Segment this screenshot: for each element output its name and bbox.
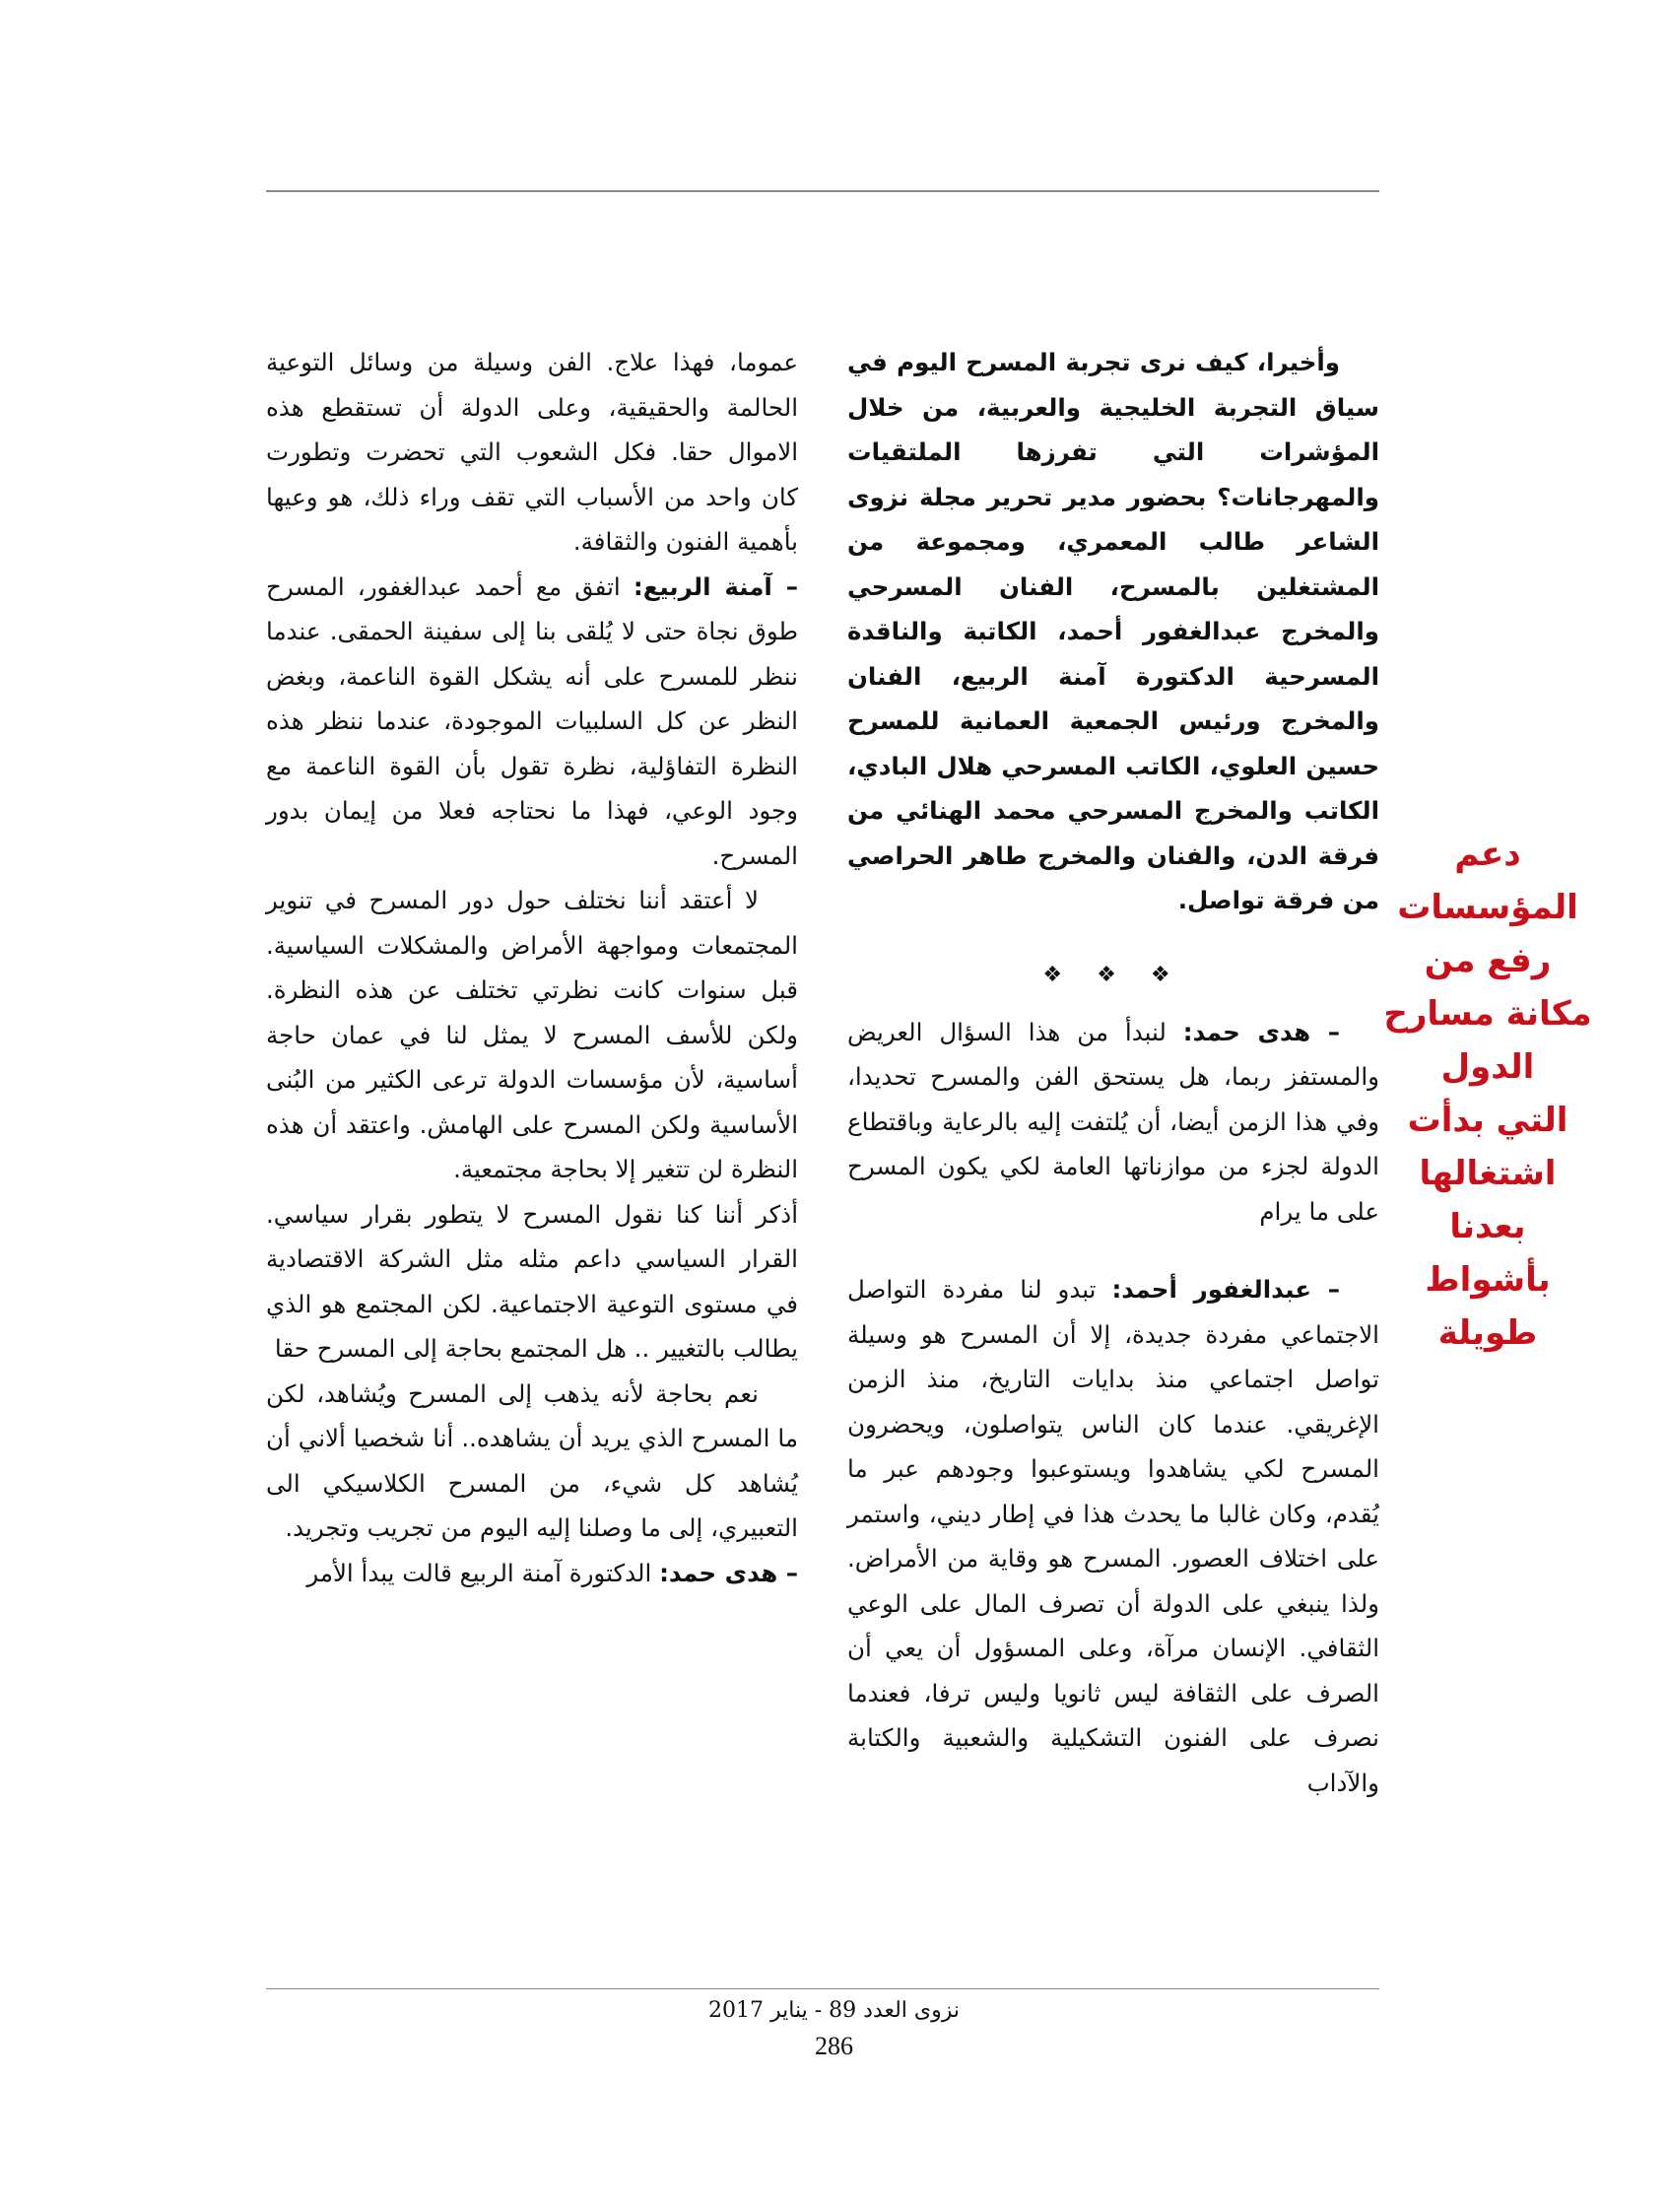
pull-quote-line: التي بدأت	[1407, 1101, 1568, 1140]
intro-block	[847, 340, 1379, 923]
pull-quote-line: دعم	[1454, 835, 1521, 874]
dialogue-paragraph	[847, 1010, 1379, 1235]
dialogue-paragraph	[266, 1372, 798, 1551]
bottom-rule	[266, 1988, 1379, 1989]
paragraph-text: أذكر أننا كنا نقول المسرح لا يتطور بقرار سياسي. القرار السياسي داعم مثله مثل الشركة الاقتصادية في مستوى التوعية الاجتماعية. لكن المجتمع هو الذي يطالب بالتغيير .. هل المجتمع بحاجة إلى المسرح حقا	[266, 1199, 798, 1363]
speaker-name: – عبدالغفور أحمد:	[1111, 1275, 1340, 1304]
pull-quote-line: اشتغالها	[1419, 1154, 1557, 1193]
speaker-name: – هدى حمد:	[1182, 1017, 1341, 1046]
pull-quote-line: رفع من	[1424, 941, 1552, 980]
paragraph-text: عموما، فهذا علاج. الفن وسيلة من وسائل التوعية الحالمة والحقيقية، وعلى الدولة أن تستقطع هذه الاموال حقا. فكل الشعوب التي تحضرت وتطورت كان واحد من الأسباب التي تقف وراء ذلك، هو وعيها بأهمية الفنون والثقافة.	[266, 348, 798, 556]
issue-label: نزوى العدد 89 - يناير 2017	[707, 1998, 960, 2023]
pull-quote-line: بعدنا	[1449, 1207, 1526, 1246]
intro-paragraph: وأخيرا، كيف نرى تجربة المسرح اليوم في سياق التجربة الخليجية والعربية، من خلال المؤشرات التي تفرزها الملتقيات والمهرجانات؟ بحضور مدير تحرير مجلة نزوى الشاعر طالب المعمري، ومجموعة من المشتغلين بالمسرح، الفنان المسرحي والمخرج عبدالغفور أحمد، الكاتبة والناقدة المسرحية الدكتورة آمنة الربيع، الفنان والمخرج ورئيس الجمعية العمانية للمسرح حسين العلوي، الكاتب المسرحي هلال البادي، الكاتب والمخرج المسرحي محمد الهنائي من فرقة الدن، والفنان والمخرج طاهر الحراصي من فرقة تواصل.	[847, 348, 1379, 914]
dialogue-paragraph	[266, 340, 798, 565]
top-rule	[266, 190, 1379, 192]
paragraph-text: تبدو لنا مفردة التواصل الاجتماعي مفردة جديدة، إلا أن المسرح هو وسيلة تواصل اجتماعي منذ بدايات التاريخ، منذ الزمن الإغريقي. عندما كان الناس يتواصلون، ويحضرون المسرح لكي يشاهدوا ويستوعبوا وجودهم عبر ما يُقدم، وكان غالبا ما يحدث هذا في إطار ديني، واستمر على اختلاف العصور. المسرح هو وقاية من الأمراض. ولذا ينبغي على الدولة أن تصرف المال على الوعي الثقافي. الإنسان مرآة، وعلى المسؤول أن يعي أن الصرف على الثقافة ليس ثانويا وليس ترفا، فعندما نصرف على الفنون التشكيلية والشعبية والكتابة والآداب	[847, 1275, 1379, 1797]
dialogue-paragraph	[266, 878, 798, 1192]
pull-quote-line: بأشواط	[1425, 1260, 1551, 1300]
paragraph-text: الدكتورة آمنة الربيع قالت يبدأ الأمر	[306, 1558, 660, 1587]
paragraph-text: لا أعتقد أننا نختلف حول دور المسرح في تنوير المجتمعات ومواجهة الأمراض والمشكلات السياسية. قبل سنوات كانت نظرتي تختلف عن هذه النظرة. ولكن للأسف المسرح لا يمثل لنا في عمان حاجة أساسية، لأن مؤسسات الدولة ترعى الكثير من البُنى الأساسية ولكن المسرح على الهامش. واعتقد أن هذه النظرة لن تتغير إلا بحاجة مجتمعية.	[266, 886, 798, 1183]
dialogue-paragraph	[847, 1267, 1379, 1805]
dialogue-paragraph	[266, 1551, 798, 1596]
pull-quote	[1379, 828, 1596, 1360]
pull-quote-line: مكانة مسارح	[1383, 994, 1592, 1034]
section-separator: ❖ ❖ ❖	[1042, 962, 1184, 987]
dialogue-paragraph	[266, 1192, 798, 1372]
speaker-name: – هدى حمد:	[659, 1558, 798, 1587]
paragraph-text: لنبدأ من هذا السؤال العريض والمستفز ربما، هل يستحق الفن والمسرح تحديدا، وفي هذا الزمن أيضا، أن يُلتفت إليه بالرعاية وباقتطاع الدولة لجزء من موازناتها العامة لكي يكون المسرح على ما يرام	[847, 1017, 1379, 1226]
paragraph-text: اتفق مع أحمد عبدالغفور، المسرح طوق نجاة حتى لا يُلقى بنا إلى سفينة الحمقى. عندما ننظر للمسرح على أنه يشكل القوة الناعمة، وبغض النظر عن كل السلبيات الموجودة، عندما ننظر هذه النظرة التفاؤلية، نظرة تقول بأن القوة الناعمة مع وجود الوعي، فهذا ما نحتاجه فعلا من إيمان بدور المسرح.	[266, 571, 798, 870]
page-number: 286	[815, 2032, 853, 2060]
dialogue-paragraph	[266, 565, 798, 879]
speaker-name: – آمنة الربيع:	[633, 571, 798, 601]
right-column	[847, 340, 1379, 1805]
left-column	[266, 340, 798, 1595]
pull-quote-line: الدول	[1440, 1047, 1535, 1087]
pull-quote-line: المؤسسات	[1397, 888, 1578, 927]
paragraph-text: نعم بحاجة لأنه يذهب إلى المسرح ويُشاهد، لكن ما المسرح الذي يريد أن يشاهده.. أنا شخصيا ألاني أن يُشاهد كل شيء، من المسرح الكلاسيكي الى التعبيري، إلى ما وصلنا إليه اليوم من تجريب وتجريد.	[266, 1378, 798, 1542]
pull-quote-line: طويلة	[1437, 1313, 1538, 1353]
